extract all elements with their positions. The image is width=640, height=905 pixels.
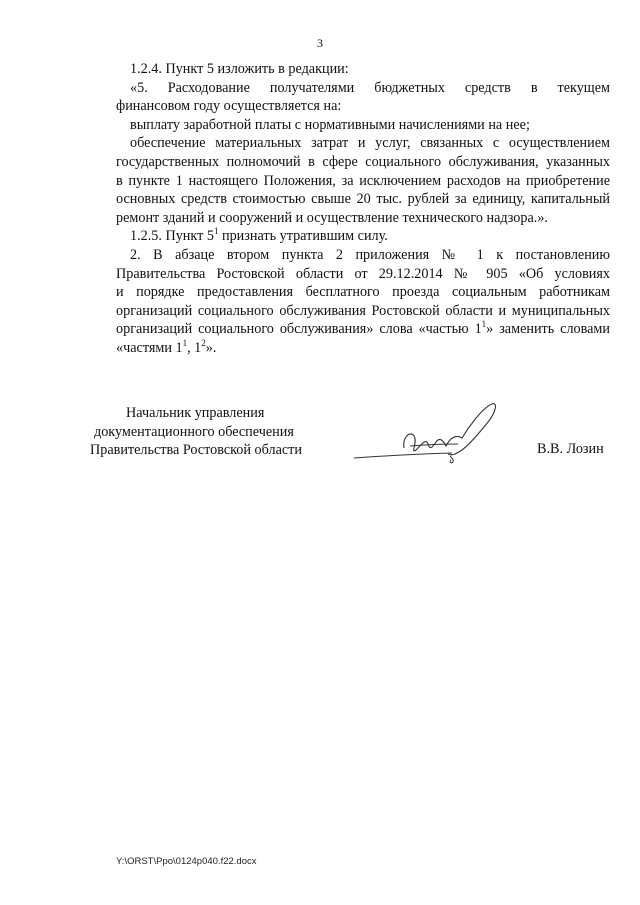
- paragraph-1-2-5: [116, 227, 610, 246]
- text-segment: «частями 1: [116, 339, 183, 356]
- text-segment: 1.2.5. Пункт 5: [130, 228, 214, 245]
- paragraph-2-line-6: [116, 339, 610, 358]
- paragraph-costs-line-5: ремонт зданий и сооружений и осуществление технического надзора.».: [116, 209, 548, 226]
- paragraph-costs-line-4: основных средств стоимостью свыше 20 тыс. рублей за единицу, капитальный: [116, 191, 610, 208]
- paragraph-2-line-2: Правительства Ростовской области от 29.12.2014 № 905 «Об условиях: [116, 265, 610, 282]
- signature-title-line: Начальник управления: [126, 405, 265, 421]
- superscript: 1: [481, 319, 487, 330]
- text-segment: признать утратившим силу.: [218, 228, 388, 245]
- paragraph-costs-line-3: в пункте 1 настоящего Положения, за исключением расходов на приобретение: [116, 172, 610, 189]
- text-segment: » заменить словами: [486, 321, 611, 338]
- text-segment: организаций социального обслуживания» слова «частью 1: [116, 321, 482, 338]
- superscript: 1: [213, 226, 219, 237]
- handwritten-signature: [352, 398, 502, 468]
- paragraph-salary: выплату заработной платы с нормативными начислениями на нее;: [130, 116, 530, 133]
- paragraph-2-line-5: [116, 320, 610, 339]
- paragraph-costs-line-2: государственных полномочий в сфере социального обслуживания, указанных: [116, 153, 610, 170]
- signature-title-line: документационного обеспечения: [94, 423, 294, 440]
- paragraph-1-2-4: 1.2.4. Пункт 5 изложить в редакции:: [130, 61, 349, 77]
- paragraph-costs-line-1: обеспечение материальных затрат и услуг, связанных с осуществлением: [130, 135, 610, 152]
- signature-title-line: Правительства Ростовской области: [90, 442, 302, 458]
- document-body: [116, 60, 610, 358]
- paragraph-2-line-3: и порядке предоставления бесплатного проезда социальным работникам: [116, 284, 610, 301]
- footer-file-path: Y:\ORST\Ppo\0124p040.f22.docx: [116, 856, 257, 867]
- paragraph-2-line-4: организаций социального обслуживания Ростовской области и муниципальных: [116, 302, 610, 319]
- text-segment: , 1: [187, 339, 202, 356]
- paragraph-5-line-2: финансовом году осуществляется на:: [116, 98, 342, 115]
- page-number: 3: [317, 36, 323, 50]
- superscript: 2: [201, 337, 206, 348]
- signer-name: В.В. Лозин: [537, 441, 604, 457]
- text-segment: ».: [205, 339, 217, 356]
- paragraph-5-line-1: «5. Расходование получателями бюджетных средств в текущем: [130, 79, 610, 96]
- superscript: 1: [182, 337, 188, 348]
- signature-title: [90, 404, 302, 460]
- paragraph-2-line-1: 2. В абзаце втором пункта 2 приложения № 1 к постановлению: [130, 246, 610, 263]
